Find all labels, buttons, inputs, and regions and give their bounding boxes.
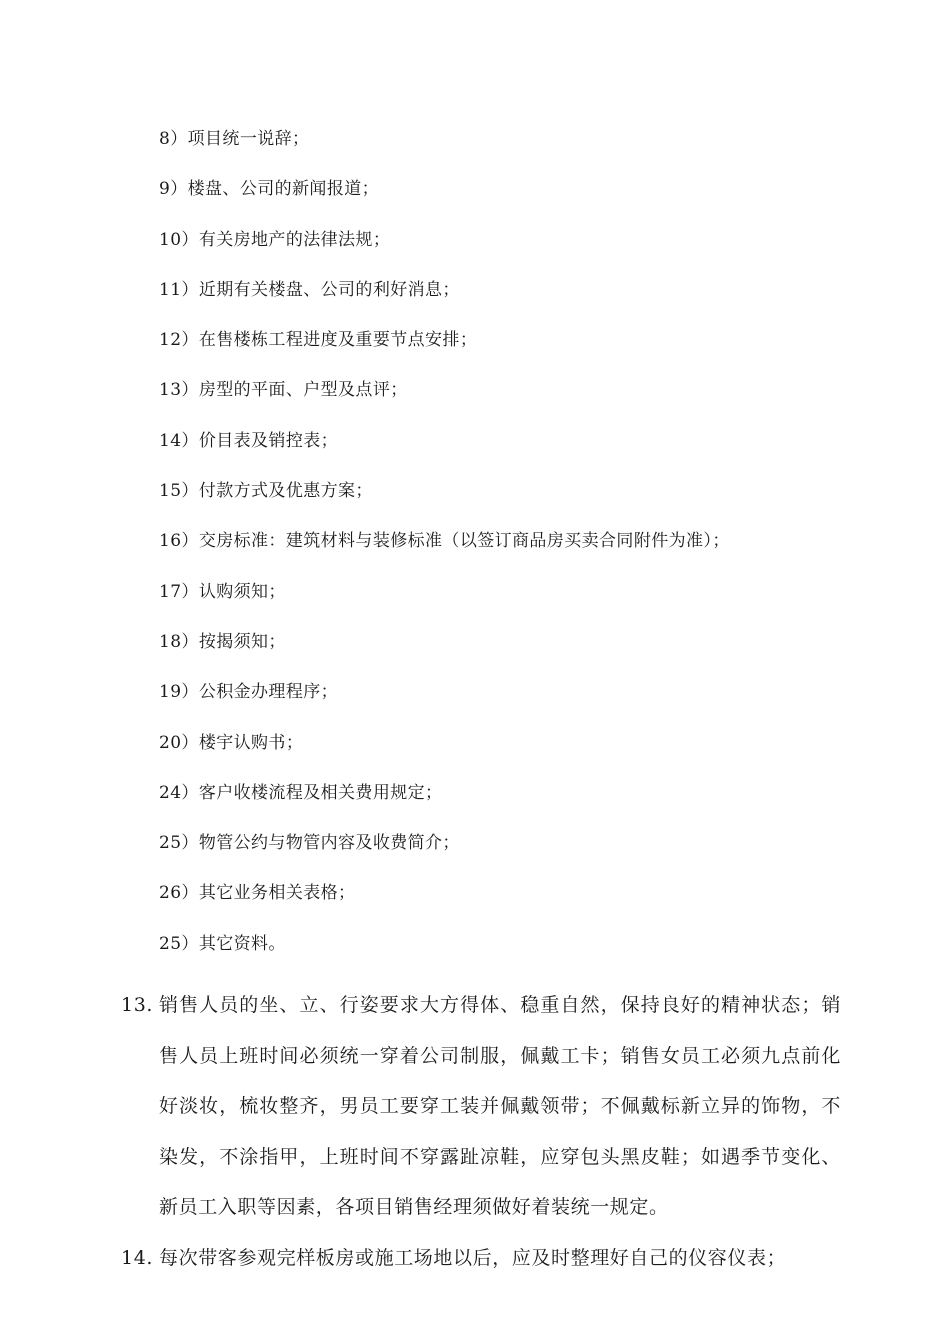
list-item: 18）按揭须知； <box>159 631 286 652</box>
list-item: 17）认购须知； <box>159 581 286 602</box>
rule-number: 14. <box>121 1246 154 1269</box>
rule-number: 13. <box>121 994 154 1016</box>
list-item: 25）其它资料。 <box>159 933 286 954</box>
materials-sub-list <box>159 126 730 981</box>
rule-item-14 <box>121 1233 841 1284</box>
list-item: 15）付款方式及优惠方案； <box>159 481 373 502</box>
list-item: 25）物管公约与物管内容及收费简介； <box>159 833 460 854</box>
rule-text: 销售人员的坐、立、行姿要求大方得体、稳重自然，保持良好的精神状态；销售人员上班时间必须统一穿着公司制服，佩戴工卡；销售女员工必须九点前化好淡妆，梳妆整齐，男员工要穿工装并佩戴领带；不佩戴标新立异的饰物，不染发，不涂指甲，上班时间不穿露趾凉鞋，应穿包头黑皮鞋；如遇季节变化、新员工入职等因素，各项目销售经理须做好着装统一规定。 <box>159 994 841 1219</box>
numbered-rules-list <box>121 980 841 1284</box>
list-item: 10）有关房地产的法律法规； <box>159 229 391 250</box>
list-item: 14）价目表及销控表； <box>159 430 339 451</box>
list-item: 13）房型的平面、户型及点评； <box>159 380 408 401</box>
rule-item-13 <box>121 980 841 1233</box>
list-item: 11）近期有关楼盘、公司的利好消息； <box>159 279 460 300</box>
list-item: 12）在售楼栋工程进度及重要节点安排； <box>159 330 478 351</box>
rule-text: 每次带客参观完样板房或施工场地以后，应及时整理好自己的仪容仪表； <box>159 1246 787 1269</box>
list-item: 26）其它业务相关表格； <box>159 883 356 904</box>
list-item: 19）公积金办理程序； <box>159 682 339 703</box>
list-item: 20）楼宇认购书； <box>159 732 304 753</box>
list-item: 16）交房标准：建筑材料与装修标准（以签订商品房买卖合同附件为准）； <box>159 531 730 552</box>
list-item: 24）客户收楼流程及相关费用规定； <box>159 782 443 803</box>
list-item: 8）项目统一说辞； <box>159 129 310 149</box>
list-item: 9）楼盘、公司的新闻报道； <box>159 179 380 200</box>
